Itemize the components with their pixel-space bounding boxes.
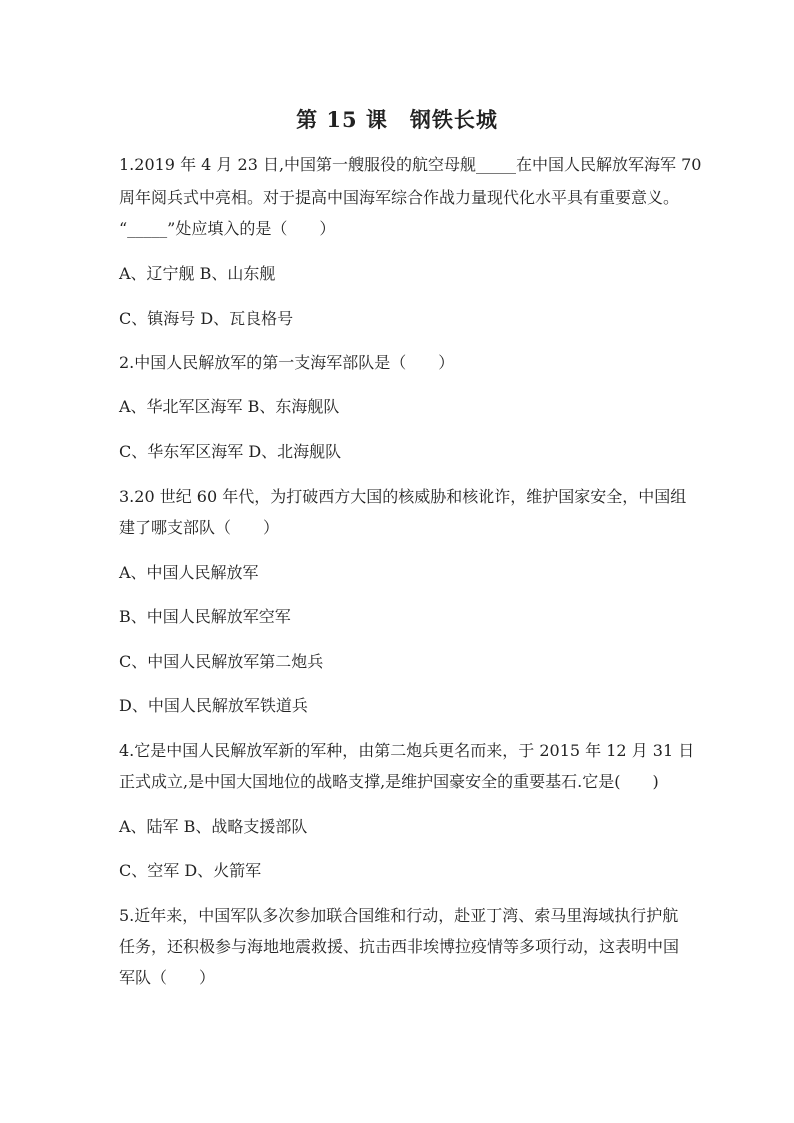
question-3-option-c: C、中国人民解放军第二炮兵 (119, 652, 324, 671)
question-2-stem-line-1: 2.中国人民解放军的第一支海军部队是（ ） (119, 353, 455, 372)
question-4-option-cd: C、空军 D、火箭军 (119, 861, 262, 880)
question-4-option-ab: A、陆军 B、战略支援部队 (119, 817, 308, 836)
question-3-stem-line-2: 建了哪支部队（ ） (119, 518, 280, 537)
question-3-stem-line-1: 3.20 世纪 60 年代，为打破西方大国的核威胁和核讹诈，维护国家安全，中国组 (119, 487, 687, 506)
question-4-stem-line-2: 正式成立,是中国大国地位的战略支撑,是维护国豪安全的重要基石.它是( ) (119, 772, 659, 791)
question-5-stem-line-2: 任务，还积极参与海地地震救援、抗击西非埃博拉疫情等多项行动，这表明中国 (119, 937, 680, 956)
question-1-option-cd: C、镇海号 D、瓦良格号 (119, 309, 294, 328)
question-3-option-d: D、中国人民解放军铁道兵 (119, 696, 308, 715)
lesson-title: 第 15 课 钢铁长城 (296, 107, 498, 132)
question-2-option-cd: C、华东军区海军 D、北海舰队 (119, 442, 342, 461)
question-5-stem-line-3: 军队（ ） (119, 968, 216, 987)
question-1-stem-line-1: 1.2019 年 4 月 23 日,中国第一艘服役的航空母舰_____在中国人民解放军海军 70 (119, 155, 702, 174)
question-4-stem-line-1: 4.它是中国人民解放军新的军种，由第二炮兵更名而来，于 2015 年 12 月 31 日 (119, 741, 695, 760)
question-1-stem-line-3: “_____”处应填入的是（ ） (119, 219, 336, 238)
question-1-stem-line-2: 周年阅兵式中亮相。对于提高中国海军综合作战力量现代化水平具有重要意义。 (119, 188, 680, 207)
question-3-option-a: A、中国人民解放军 (119, 563, 259, 582)
question-3-option-b: B、中国人民解放军空军 (119, 607, 291, 626)
question-5-stem-line-1: 5.近年来，中国军队多次参加联合国维和行动，赴亚丁湾、索马里海域执行护航 (119, 906, 679, 925)
question-2-option-ab: A、华北军区海军 B、东海舰队 (119, 397, 340, 416)
question-1-option-ab: A、辽宁舰 B、山东舰 (119, 264, 276, 283)
